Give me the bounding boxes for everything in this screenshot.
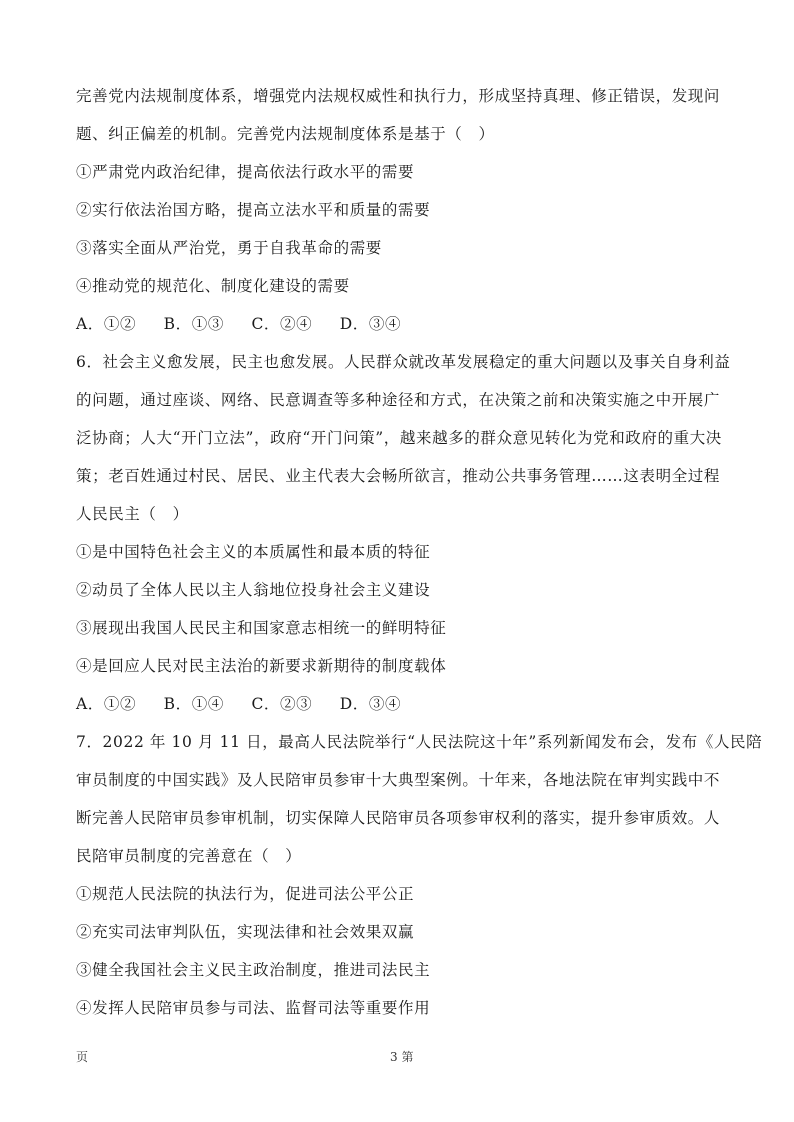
- q6-stem-line-1: 6．社会主义愈发展，民主也愈发展。人民群众就改革发展稳定的重大问题以及事关自身利益: [76, 353, 731, 371]
- q5-choice-c: C．②④: [251, 315, 313, 333]
- q7-stem-line-2: 审员制度的中国实践》及人民陪审员参审十大典型案例。十年来，各地法院在审判实践中不: [76, 771, 721, 789]
- q7-option-2: ②充实司法审判队伍，实现法律和社会效果双赢: [76, 923, 415, 941]
- q5-option-1: ①严肃党内政治纪律，提高依法行政水平的需要: [76, 163, 415, 181]
- q5-choice-b: B．①③: [163, 315, 224, 333]
- q5-choices: [76, 314, 726, 334]
- q5-stem-line-1: 完善党内法规制度体系，增强党内法规权威性和执行力，形成坚持真理、修正错误，发现问: [76, 87, 721, 105]
- q5-stem-line-2: 题、纠正偏差的机制。完善党内法规制度体系是基于（ ）: [76, 125, 495, 143]
- q7-option-4: ④发挥人民陪审员参与司法、监督司法等重要作用: [76, 999, 431, 1017]
- q6-choice-b: B．①④: [163, 695, 224, 713]
- q5-choice-d: D．③④: [339, 315, 402, 333]
- q6-choice-a: A．①②: [76, 695, 137, 713]
- q7-stem-line-1: 7．2022 年 10 月 11 日，最高人民法院举行“人民法院这十年”系列新闻发布会，发布《人民陪: [76, 733, 763, 751]
- q5-option-4: ④推动党的规范化、制度化建设的需要: [76, 277, 350, 295]
- q7-option-1: ①规范人民法院的执法行为，促进司法公平公正: [76, 885, 415, 903]
- q6-option-4: ④是回应人民对民主法治的新要求新期待的制度载体: [76, 657, 447, 675]
- q5-option-3: ③落实全面从严治党，勇于自我革命的需要: [76, 239, 382, 257]
- q6-choices: [76, 694, 726, 714]
- q7-stem-line-4: 民陪审员制度的完善意在（ ）: [76, 847, 302, 865]
- q7-option-3: ③健全我国社会主义民主政治制度，推进司法民主: [76, 961, 431, 979]
- q6-choice-c: C．②③: [251, 695, 313, 713]
- q7-stem-line-3: 断完善人民陪审员参审机制，切实保障人民陪审员各项参审权利的落实，提升参审质效。人: [76, 809, 721, 827]
- q5-option-2: ②实行依法治国方略，提高立法水平和质量的需要: [76, 201, 431, 219]
- footer-page-number: 3 第: [390, 1050, 414, 1064]
- q6-option-1: ①是中国特色社会主义的本质属性和最本质的特征: [76, 543, 431, 561]
- q6-stem-line-3: 泛协商；人大“开门立法”，政府“开门问策”，越来越多的群众意见转化为党和政府的重大决: [76, 429, 722, 447]
- footer-page-label: 页: [76, 1050, 89, 1064]
- q6-stem-line-4: 策；老百姓通过村民、居民、业主代表大会畅所欲言，推动公共事务管理……这表明全过程: [76, 467, 721, 485]
- q6-option-2: ②动员了全体人民以主人翁地位投身社会主义建设: [76, 581, 431, 599]
- q5-choice-a: A．①②: [76, 315, 137, 333]
- q6-choice-d: D．③④: [339, 695, 402, 713]
- q6-stem-line-2: 的问题，通过座谈、网络、民意调查等多种途径和方式，在决策之前和决策实施之中开展广: [76, 391, 721, 409]
- q6-option-3: ③展现出我国人民民主和国家意志相统一的鲜明特征: [76, 619, 447, 637]
- q6-stem-line-5: 人民民主（ ）: [76, 505, 189, 523]
